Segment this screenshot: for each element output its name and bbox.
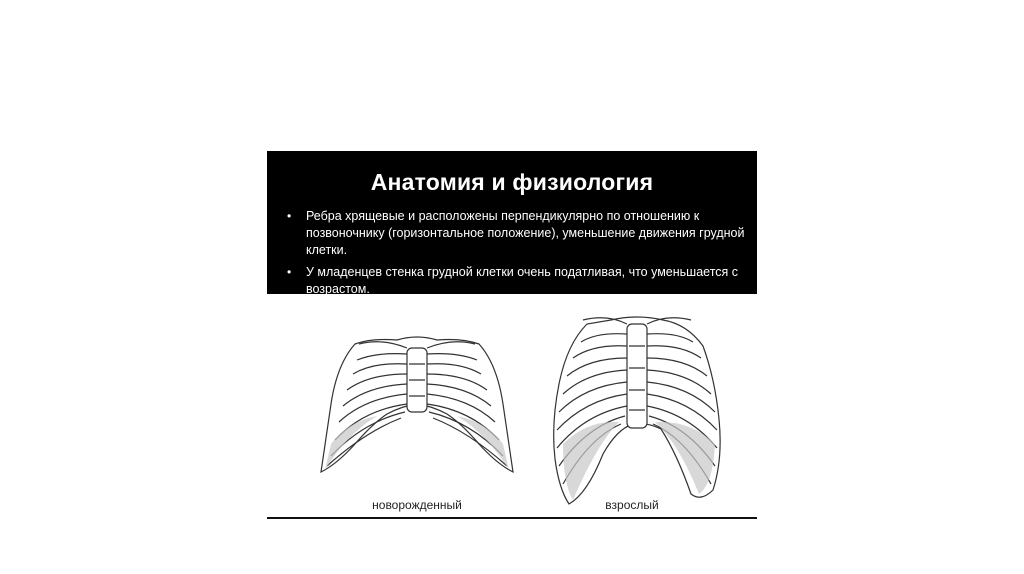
bullet-marker: •	[287, 209, 292, 223]
newborn-ribcage	[321, 337, 513, 472]
slide	[267, 151, 757, 521]
bullet-list	[287, 208, 757, 303]
adult-diaphragm-right	[655, 422, 715, 494]
bullet-marker: •	[287, 265, 292, 279]
bullet-item	[287, 264, 757, 298]
bullet-item	[287, 208, 757, 259]
bullet-text: Ребра хрящевые и расположены перпендикулярно по отношению к позвоночнику (горизонтальное положение), уменьшение движения грудной клетки.	[306, 209, 745, 257]
newborn-diaphragm-right	[457, 416, 509, 470]
ribcage-figure	[267, 294, 757, 518]
slide-title: Анатомия и физиология	[370, 169, 654, 195]
newborn-diaphragm-left	[325, 416, 377, 470]
adult-caption: взрослый	[605, 498, 659, 512]
newborn-caption: новорожденный	[372, 498, 462, 512]
bullet-text: У младенцев стенка грудной клетки очень податливая, что уменьшается с возрастом.	[306, 265, 739, 296]
ribcage-illustration	[267, 294, 757, 518]
slide-header	[267, 151, 757, 294]
bottom-divider	[267, 517, 757, 519]
